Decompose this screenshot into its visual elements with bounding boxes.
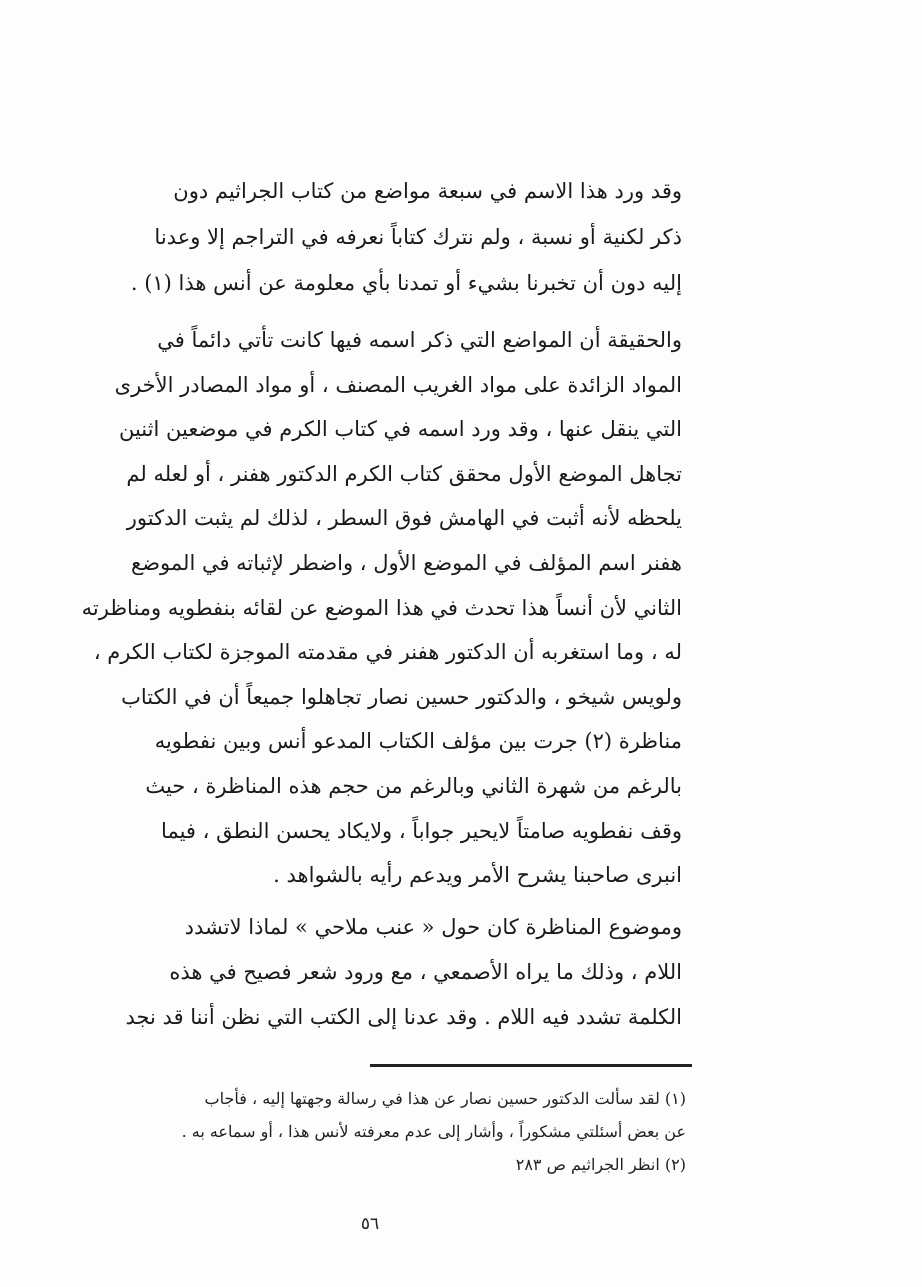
text-line: ذكر لكنية أو نسبة ، ولم نترك كتاباً نعرفه في التراجم إلا وعدنا <box>154 225 682 249</box>
text-line: هفنر اسم المؤلف في الموضع الأول ، واضطر لإثباته في الموضع <box>131 550 682 575</box>
text-line: والحقيقة أن المواضع التي ذكر اسمه فيها كانت تأتي دائماً في <box>157 328 682 352</box>
footnote-1-continuation: عن بعض أسئلتي مشكوراً ، وأشار إلى عدم معرفته لأنس هذا ، أو سماعه به . <box>181 1122 686 1141</box>
text-line: المواد الزائدة على مواد الغريب المصنف ، أو مواد المصادر الأخرى <box>114 372 682 397</box>
text-line: له ، وما استغربه أن الدكتور هفنر في مقدمته الموجزة لكتاب الكرم ، <box>93 640 682 665</box>
paragraph-2 <box>44 318 682 898</box>
text-line: تجاهل الموضع الأول محقق كتاب الكرم الدكتور هفنر ، أو لعله لم <box>126 461 682 486</box>
page-number: ٥٦ <box>360 1214 380 1234</box>
text-line: اللام ، وذلك ما يراه الأصمعي ، مع ورود شعر فصيح في هذه <box>169 960 682 984</box>
text-line: وقف نفطويه صامتاً لايحير جواباً ، ولايكاد يحسن النطق ، فيما <box>161 818 682 843</box>
text-line: وموضوع المناظرة كان حول « عنب ملاحي » لماذا لاتشدد <box>184 915 682 939</box>
text-line: إليه دون أن تخبرنا بشيء أو تمدنا بأي معلومة عن أنس هذا (١) . <box>130 271 682 295</box>
text-line: وقد ورد هذا الاسم في سبعة مواضع من كتاب الجراثيم دون <box>173 179 682 203</box>
text-line: بالرغم من شهرة الثاني وبالرغم من حجم هذه المناظرة ، حيث <box>145 773 682 798</box>
text-line: التي ينقل عنها ، وقد ورد اسمه في كتاب الكرم في موضعين اثنين <box>118 417 682 442</box>
footnote-separator <box>370 1064 692 1067</box>
footnotes <box>50 1082 686 1181</box>
text-line: الكلمة تشدد فيه اللام . وقد عدنا إلى الكتب التي نظن أننا قد نجد <box>125 1005 682 1029</box>
text-line: يلحظه لأنه أثبت في الهامش فوق السطر ، لذلك لم يثبت الدكتور <box>126 506 682 531</box>
paragraph-1 <box>44 168 682 306</box>
text-line: الثاني لأن أنساً هذا تحدث في هذا الموضع عن لقائه بنفطويه ومناظرته <box>81 595 682 620</box>
text-line: ولويس شيخو ، والدكتور حسين نصار تجاهلوا جميعاً أن في الكتاب <box>121 684 682 709</box>
text-line: مناظرة (٢) جرت بين مؤلف الكتاب المدعو أنس وبين نفطويه <box>154 729 682 754</box>
footnote-2-line: (٢) انظر الجراثيم ص ٢٨٣ <box>515 1155 686 1174</box>
footnote-1-line: (١) لقد سألت الدكتور حسين نصار عن هذا في رسالة وجهتها إليه ، فأجاب <box>204 1089 686 1108</box>
paragraph-3 <box>44 905 682 1040</box>
text-line: انبرى صاحبنا يشرح الأمر ويدعم رأيه بالشواهد . <box>273 863 682 888</box>
